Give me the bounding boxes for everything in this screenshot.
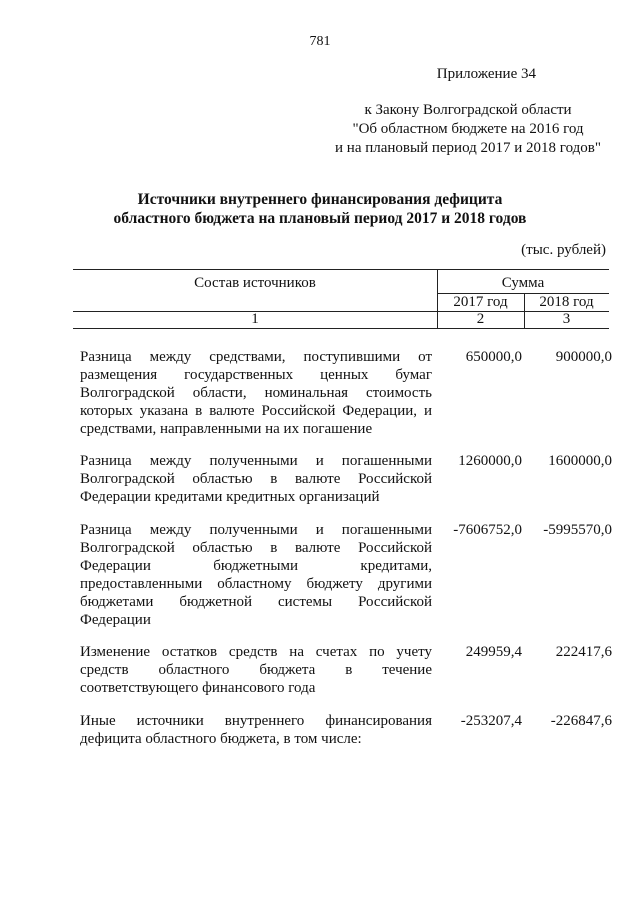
source-name: Разница между полученными и погашенными Волгоградской областью в валюте Российской Федерации кредитами кредитных организаций (80, 453, 432, 505)
table-row (80, 452, 612, 506)
table-border-top (73, 269, 609, 270)
header-year-2017: 2017 год (453, 294, 508, 310)
source-name: Разница между средствами, поступившими от размещения государственных ценных бумаг Волгоградской области, номинальная стоимость которых указана в валюте Российской Федерации, и средствами, направленными на их погашение (80, 349, 432, 437)
header-year-2018: 2018 год (539, 294, 594, 310)
header-sources: Состав источников (194, 275, 316, 291)
units-label: (тыс. рублей) (521, 242, 606, 258)
header-col-number-2: 2 (476, 311, 485, 327)
document-title (0, 190, 640, 228)
title-line: Источники внутреннего финансирования дефицита (137, 191, 503, 208)
title-line: областного бюджета на плановый период 2017 и 2018 годов (113, 210, 527, 227)
table-row (80, 643, 612, 697)
value-2018: 1600000,0 (548, 453, 612, 469)
law-reference-line: "Об областном бюджете на 2016 год (352, 121, 584, 137)
value-2017: -7606752,0 (453, 522, 522, 538)
value-2017: 1260000,0 (458, 453, 522, 469)
law-reference-line: и на плановый период 2017 и 2018 годов" (335, 140, 601, 156)
source-name: Разница между полученными и погашенными Волгоградской областью в валюте Российской Федерации бюджетными кредитами, предоставленными областному бюджету другими бюджетами бюджетной системы Российской Федерации (80, 522, 432, 628)
value-2018: 900000,0 (555, 349, 612, 365)
page-number: 781 (309, 34, 331, 49)
source-name: Изменение остатков средств на счетах по учету средств областного бюджета в течение соответствующего финансового года (80, 644, 432, 696)
source-name: Иные источники внутреннего финансирования дефицита областного бюджета, в том числе: (80, 713, 432, 747)
header-sum: Сумма (501, 275, 545, 291)
table-row (80, 348, 612, 438)
value-2017: 650000,0 (465, 349, 522, 365)
table-row (80, 521, 612, 629)
law-reference (335, 101, 601, 158)
appendix-label: Приложение 34 (436, 66, 536, 82)
value-2017: -253207,4 (460, 713, 522, 729)
value-2018: -5995570,0 (543, 522, 612, 538)
law-reference-line: к Закону Волгоградской области (364, 102, 572, 118)
value-2018: -226847,6 (550, 713, 612, 729)
value-2017: 249959,4 (465, 644, 522, 660)
table-row (80, 712, 612, 748)
header-col-number-1: 1 (251, 311, 259, 327)
header-col-number-3: 3 (562, 311, 571, 327)
table-header-bottom (73, 328, 609, 329)
value-2018: 222417,6 (555, 644, 612, 660)
